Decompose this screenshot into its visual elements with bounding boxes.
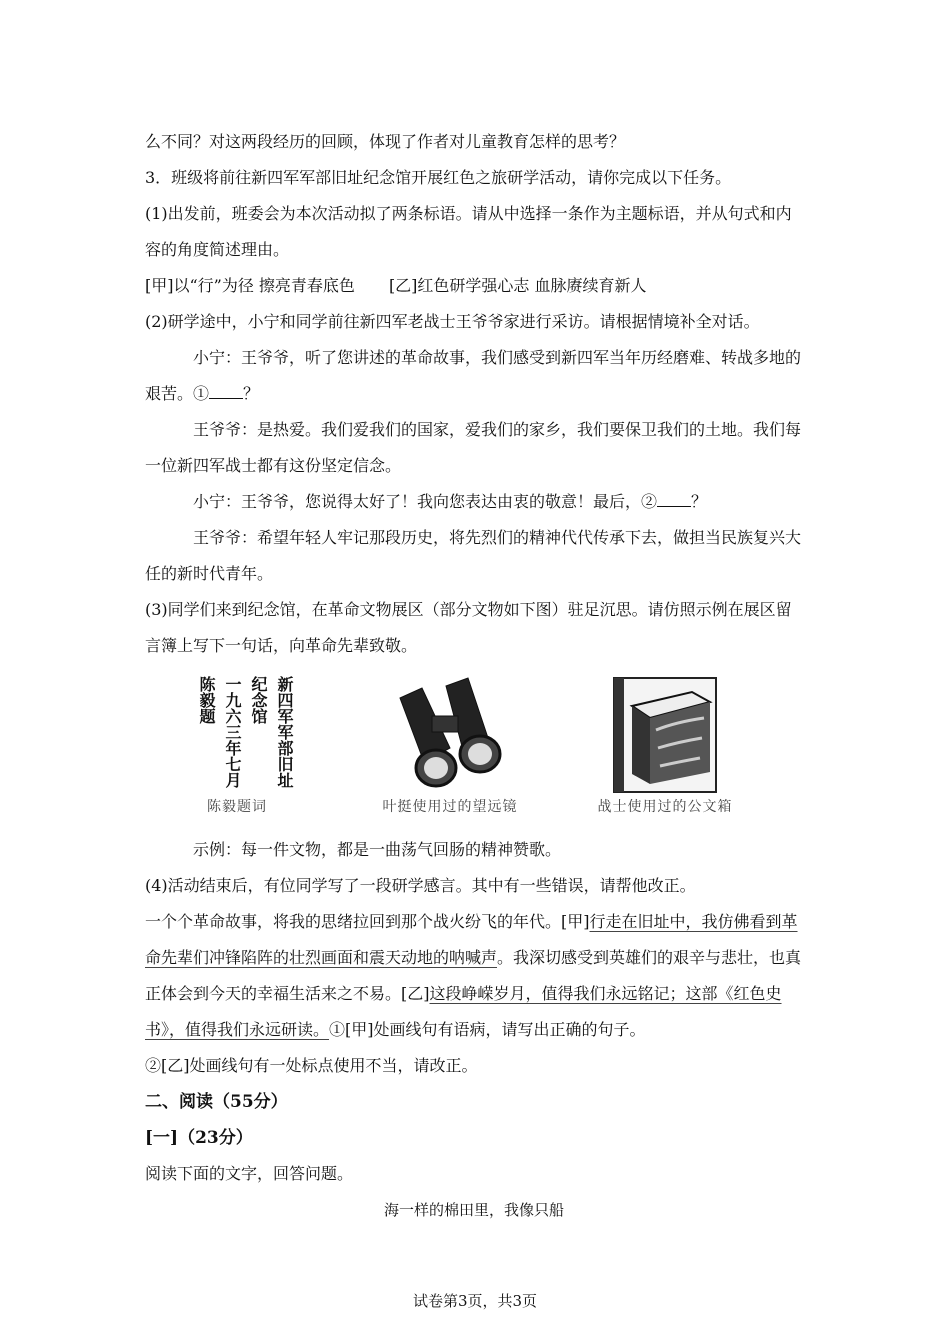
instruction: 阅读下面的文字，回答问题。 (145, 1164, 354, 1183)
document-body (145, 124, 803, 1228)
paragraph-text: 一个个革命故事，将我的思绪拉回到那个战火纷飞的年代。[甲] (145, 912, 590, 931)
question-3-4: (4)活动结束后，有位同学写了一段研学感言。其中有一些错误，请帮他改正。 (145, 876, 696, 895)
slogans (145, 268, 803, 304)
dialogue-2: 王爷爷：是热爱。我们爱我们的国家，爱我们的家乡，我们要保卫我们的土地。我们每一位新四军战士都有这份坚定信念。 (145, 420, 802, 475)
dialogue-4: 王爷爷：希望年轻人牢记那段历史，将先烈们的精神代代传承下去，做担当民族复兴大任的新时代青年。 (145, 528, 802, 583)
paragraph-text: 。我深切感受到英雄们的艰辛与悲壮，也真正体会到今天的幸福生活来之不易。[乙] (145, 948, 802, 1003)
subsection-heading: [一]（23分） (145, 1128, 253, 1148)
figure-caption: 陈毅题词 (207, 799, 267, 815)
question-mark: ？ (243, 384, 260, 403)
question-3-1: (1)出发前，班委会为本次活动拟了两条标语。请从中选择一条作为主题标语，并从句式和内容的角度简述理由。 (145, 204, 792, 259)
answer-blank-1[interactable] (209, 384, 243, 399)
artifact-figures (145, 668, 803, 832)
figure-caption: 战士使用过的公文箱 (597, 799, 733, 815)
page-footer: 试卷第3页，共3页 (412, 1292, 538, 1310)
article-title: 海一样的棉田里，我像只船 (383, 1201, 564, 1219)
subquestion-1: ①[甲]处画线句有语病，请写出正确的句子。 (329, 1020, 646, 1039)
figure-briefcase (585, 676, 745, 816)
question-3: 3．班级将前往新四军军部旧址纪念馆开展红色之旅研学活动，请你完成以下任务。 (145, 168, 732, 187)
underlined-sentence-b: 这段峥嵘岁月，值得我们永远铭记；这部《红色史书》，值得我们永远研读。 (145, 984, 782, 1039)
question-mark: ？ (691, 492, 708, 511)
slogan-b: [乙]红色研学强心志 血脉赓续育新人 (388, 276, 647, 295)
binoculars-image (390, 676, 510, 794)
figure-calligraphy (167, 676, 307, 816)
dialogue-3 (145, 484, 803, 520)
example-sentence: 示例：每一件文物，都是一曲荡气回肠的精神赞歌。 (193, 840, 562, 859)
briefcase-image (610, 676, 720, 794)
underlined-sentence-a: 行走在旧址中，我仿佛看到革命先辈们冲锋陷阵的壮烈画面和震天动地的呐喊声 (145, 912, 798, 967)
question-3-3: (3)同学们来到纪念馆，在革命文物展区（部分文物如下图）驻足沉思。请仿照示例在展区留言簿上写下一句话，向革命先辈致敬。 (145, 600, 792, 655)
dialogue-text: 小宁：王爷爷，听了您讲述的革命故事，我们感受到新四军当年历经磨难、转战多地的艰苦。① (145, 348, 802, 403)
slogan-a: [甲]以“行”为径 擦亮青春底色 (145, 276, 355, 295)
figure-caption: 叶挺使用过的望远镜 (382, 799, 518, 815)
question-tail: 么不同？对这两段经历的回顾，体现了作者对儿童教育怎样的思考？ (145, 132, 626, 151)
reflection-paragraph (145, 904, 803, 1048)
calligraphy-inscription: 新四军军部旧址纪念馆 一九六三年七月 陈毅题 (197, 676, 294, 788)
dialogue-1 (145, 340, 803, 412)
figure-binoculars (370, 676, 530, 816)
dialogue-text: 小宁：王爷爷，您说得太好了！我向您表达由衷的敬意！最后，② (193, 492, 658, 511)
subquestion-2: ②[乙]处画线句有一处标点使用不当，请改正。 (145, 1056, 478, 1075)
section-heading-reading: 二、阅读（55分） (145, 1092, 288, 1112)
answer-blank-2[interactable] (657, 492, 691, 507)
question-3-2: (2)研学途中，小宁和同学前往新四军老战士王爷爷家进行采访。请根据情境补全对话。 (145, 312, 760, 331)
